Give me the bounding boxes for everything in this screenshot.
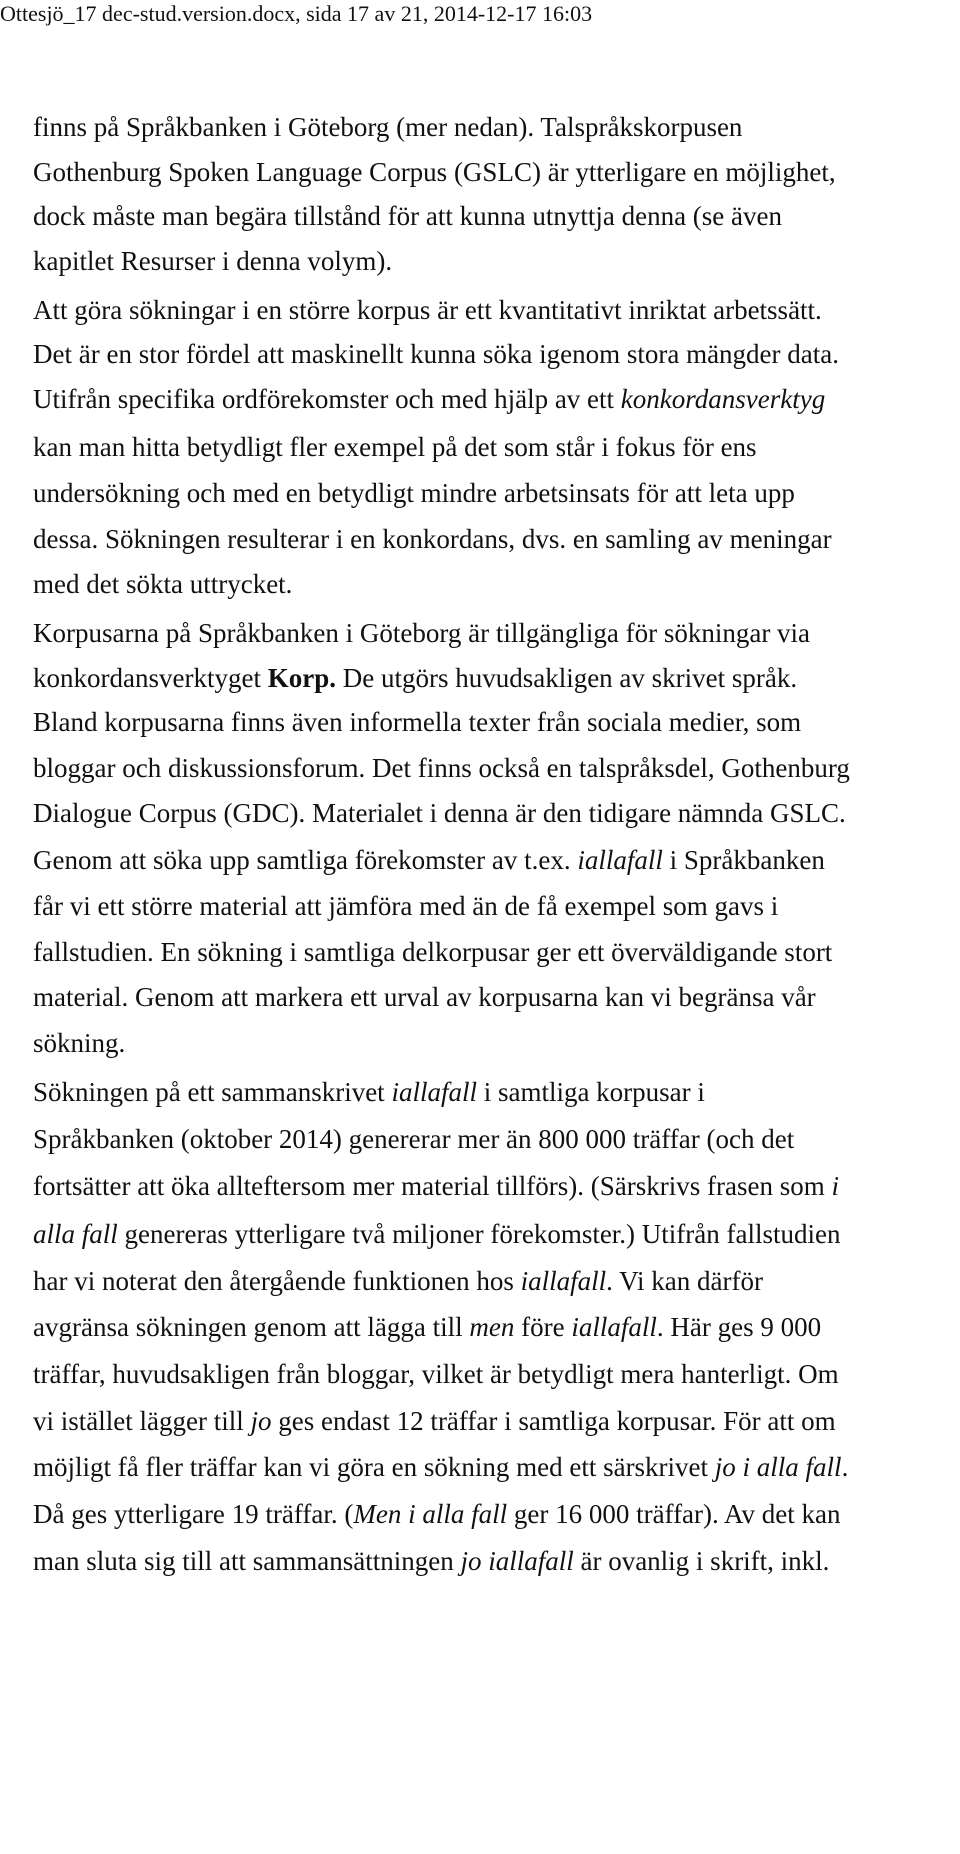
paragraph-2-line-4: kan man hitta betydligt fler exempel på det som står i fokus för ens [33,432,757,462]
term-konkordansverktyg: konkordansverktyg [620,384,826,414]
paragraph-5-line-9: möjligt få fler träffar kan vi göra en sökning med ett särskrivet jo i alla fall. [33,1452,849,1482]
paragraph-1-line-1: finns på Språkbanken i Göteborg (mer nedan). Talspråkskorpusen [33,112,743,142]
paragraph-2-line-3: Utifrån specifika ordförekomster och med hjälp av ett konkordansverktyg [33,384,826,414]
paragraph-3-line-3: Bland korpusarna finns även informella texter från sociala medier, som [33,707,802,737]
paragraph-1-line-2: Gothenburg Spoken Language Corpus (GSLC) är ytterligare en möjlighet, [33,157,836,187]
paragraph-5-line-11: man sluta sig till att sammansättningen jo iallafall är ovanlig i skrift, inkl. [33,1546,830,1576]
term-korp: Korp. [267,663,336,693]
paragraph-4-line-4: material. Genom att markera ett urval av korpusarna kan vi begränsa vår [33,982,816,1012]
paragraph-2-line-1: Att göra sökningar i en större korpus är ett kvantitativt inriktat arbetssätt. [33,295,822,325]
document-header: Ottesjö_17 dec-stud.version.docx, sida 17 av 21, 2014-12-17 16:03 [0,1,593,26]
paragraph-5-line-8: vi istället lägger till jo ges endast 12 träffar i samtliga korpusar. För att om [33,1406,836,1436]
paragraph-3-line-5: Dialogue Corpus (GDC). Materialet i denna är den tidigare nämnda GSLC. [33,798,846,828]
paragraph-1-line-4: kapitlet Resurser i denna volym). [33,246,393,276]
paragraph-5-line-3: fortsätter att öka allteftersom mer material tillförs). (Särskrivs frasen som i [33,1171,840,1201]
paragraph-3-line-4: bloggar och diskussionsforum. Det finns också en talspråksdel, Gothenburg [33,753,850,783]
paragraph-1-line-3: dock måste man begära tillstånd för att kunna utnyttja denna (se även [33,201,782,231]
paragraph-5-line-10: Då ges ytterligare 19 träffar. (Men i alla fall ger 16 000 träffar). Av det kan [33,1499,841,1529]
paragraph-4-line-1: Genom att söka upp samtliga förekomster av t.ex. iallafall i Språkbanken [33,845,825,875]
paragraph-4-line-5: sökning. [33,1028,126,1058]
paragraph-2-line-6: dessa. Sökningen resulterar i en konkordans, dvs. en samling av meningar [33,524,832,554]
paragraph-4-line-3: fallstudien. En sökning i samtliga delkorpusar ger ett överväldigande stort [33,937,833,967]
paragraph-5-line-5: har vi noterat den återgående funktionen hos iallafall. Vi kan därför [33,1266,763,1296]
paragraph-5-line-6: avgränsa sökningen genom att lägga till men före iallafall. Här ges 9 000 [33,1312,822,1342]
paragraph-3-line-1: Korpusarna på Språkbanken i Göteborg är tillgängliga för sökningar via [33,618,811,648]
paragraph-5-line-7: träffar, huvudsakligen från bloggar, vilket är betydligt mera hanterligt. Om [33,1359,839,1389]
paragraph-3-line-2: konkordansverktyget Korp. De utgörs huvudsakligen av skrivet språk. [33,663,798,693]
paragraph-5-line-2: Språkbanken (oktober 2014) genererar mer än 800 000 träffar (och det [33,1124,795,1154]
paragraph-2-line-2: Det är en stor fördel att maskinellt kunna söka igenom stora mängder data. [33,339,840,369]
paragraph-2-line-5: undersökning och med en betydligt mindre arbetsinsats för att leta upp [33,478,795,508]
paragraph-4-line-2: får vi ett större material att jämföra med än de få exempel som gavs i [33,891,779,921]
paragraph-5-line-1: Sökningen på ett sammanskrivet iallafall i samtliga korpusar i [33,1077,705,1107]
paragraph-2-line-7: med det sökta uttrycket. [33,569,293,599]
paragraph-5-line-4: alla fall genereras ytterligare två miljoner förekomster.) Utifrån fallstudien [33,1219,841,1249]
